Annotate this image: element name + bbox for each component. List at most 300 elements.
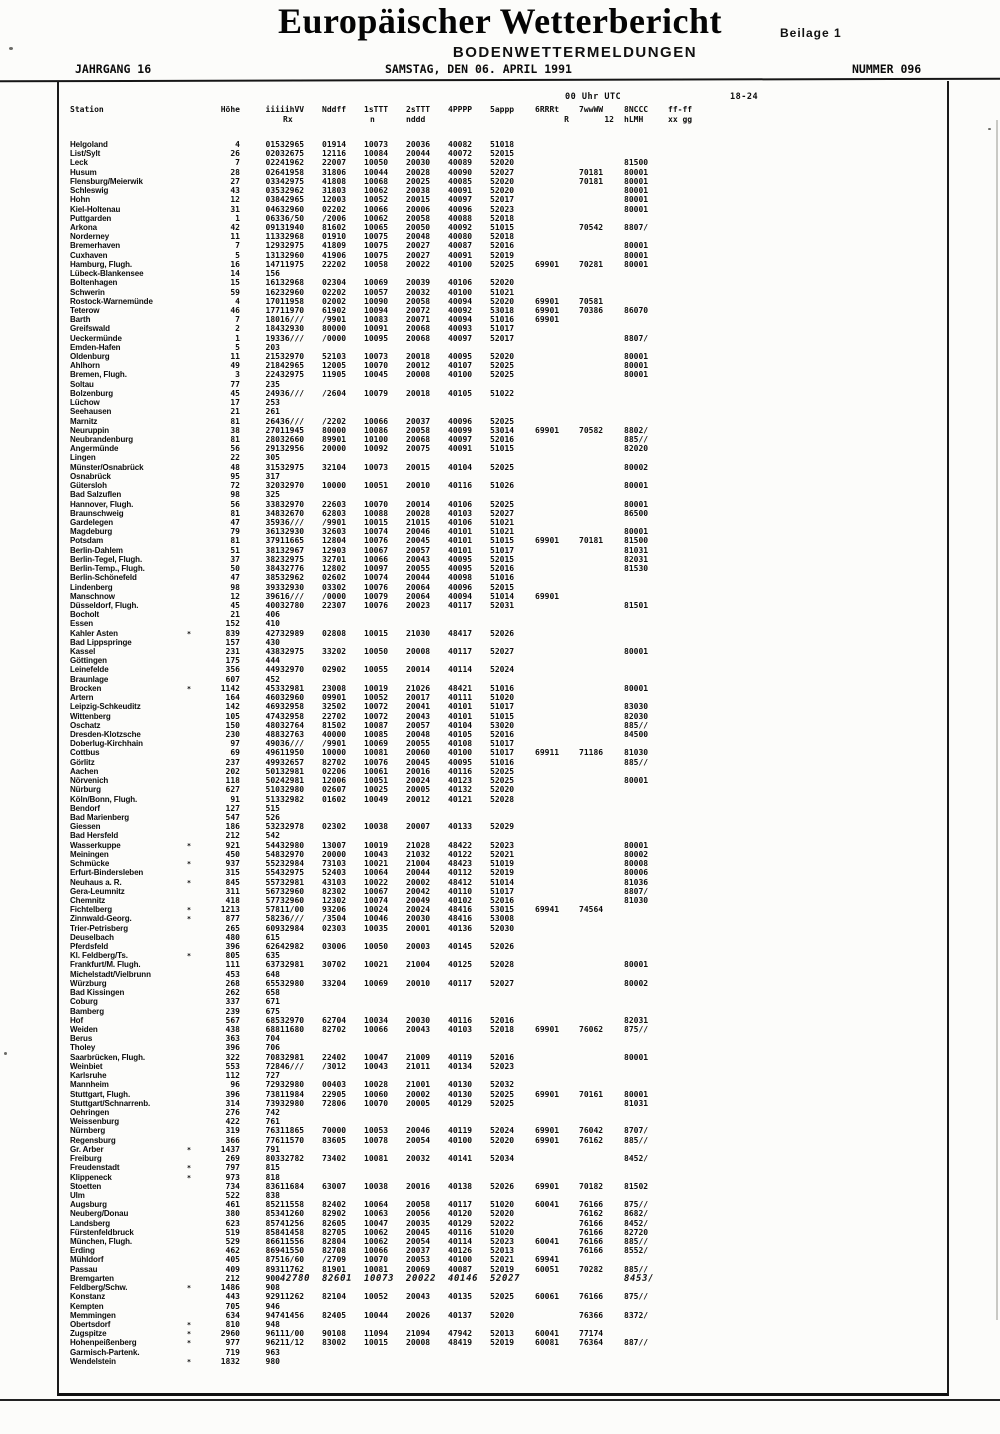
group-1sTTT: 10092 <box>364 444 389 454</box>
group-4PPPP: 40100 <box>448 370 473 380</box>
group-8NCCC: 885// <box>624 757 649 767</box>
mountain-station-marker: * <box>186 906 192 915</box>
station-number: 980 <box>265 1356 280 1366</box>
station-height: 268 <box>225 978 240 988</box>
station-height: 810 <box>225 1320 240 1329</box>
group-1sTTT: 10079 <box>364 591 389 601</box>
group-2sTTT: 20057 <box>406 545 431 555</box>
column-header-row-1 <box>70 105 830 115</box>
station-number: 129 <box>265 241 280 251</box>
group-2sTTT: 20037 <box>406 416 431 426</box>
station-rows <box>70 140 870 1366</box>
station-name: Gera-Leumnitz <box>70 886 125 896</box>
station-height: 79 <box>230 527 240 537</box>
table-row <box>70 1126 870 1135</box>
group-iihVV: 32975 <box>280 554 305 564</box>
station-number: 170 <box>265 296 280 306</box>
group-5appp: 52023 <box>490 1061 515 1071</box>
group-iihVV: 32984 <box>280 859 305 869</box>
group-1sTTT: 10025 <box>364 785 389 795</box>
group-1sTTT: 10062 <box>364 213 389 223</box>
table-row <box>70 822 870 831</box>
group-2sTTT: 21028 <box>406 840 431 850</box>
station-height: 11 <box>230 232 240 242</box>
group-4PPPP: 48412 <box>448 877 473 887</box>
station-name: Deuselbach <box>70 932 114 942</box>
table-row <box>70 813 870 822</box>
station-height: 46 <box>230 305 240 315</box>
station-name: Düsseldorf, Flugh. <box>70 600 139 610</box>
station-height: 37 <box>230 554 240 564</box>
station-number: 396 <box>265 591 280 601</box>
group-iihVV: 32982 <box>280 794 305 804</box>
station-name: Garmisch-Partenk. <box>70 1347 140 1357</box>
table-row <box>70 601 870 610</box>
station-height: 937 <box>225 859 240 869</box>
table-row <box>70 739 870 748</box>
group-8NCCC: 80001 <box>624 960 649 970</box>
group-iihVV: 41256 <box>280 1218 305 1228</box>
station-name: Berlin-Temp., Flugh. <box>70 564 145 574</box>
group-2sTTT: 20045 <box>406 536 431 546</box>
group-iihVV: 36/50 <box>280 213 305 223</box>
table-row <box>70 785 870 794</box>
group-6RRRt: 60061 <box>535 1292 560 1302</box>
group-iihVV: 32975 <box>280 241 305 251</box>
group-5appp: 51017 <box>490 702 515 712</box>
group-Nddff: /9901 <box>322 739 347 749</box>
group-8NCCC: 81036 <box>624 877 649 887</box>
station-name: List/Sylt <box>70 149 101 159</box>
group-1sTTT: 10064 <box>364 868 389 878</box>
group-4PPPP: 48419 <box>448 1338 473 1348</box>
station-height: 797 <box>225 1163 240 1173</box>
table-row <box>70 407 870 416</box>
mountain-station-marker: * <box>186 1164 192 1173</box>
station-name: Freiburg <box>70 1154 102 1164</box>
station-number: 526 <box>265 812 280 822</box>
station-name: Tholey <box>70 1043 96 1053</box>
station-name: Fichtelberg <box>70 905 113 915</box>
scan-page-edge <box>996 120 998 1320</box>
group-1sTTT: 10073 <box>364 462 389 472</box>
group-2sTTT: 20028 <box>406 508 431 518</box>
volume-label: JAHRGANG 16 <box>75 62 152 76</box>
group-Nddff: 00403 <box>322 1080 347 1090</box>
station-number: 552 <box>265 859 280 869</box>
table-row <box>70 1348 870 1357</box>
station-number: 218 <box>265 361 280 371</box>
station-name: Bad Kissingen <box>70 988 125 998</box>
group-7wwWW: 70181 <box>579 176 604 186</box>
table-row <box>70 472 870 481</box>
group-4PPPP: 40117 <box>448 978 473 988</box>
group-2sTTT: 20017 <box>406 693 431 703</box>
group-Nddff: 80000 <box>322 425 347 435</box>
group-iihVV: 32962 <box>280 573 305 583</box>
group-Nddff: 81602 <box>322 222 347 232</box>
group-4PPPP: 40117 <box>448 1200 473 1210</box>
station-height: 719 <box>225 1347 240 1357</box>
station-height: 81 <box>230 416 240 426</box>
station-name: München, Flugh. <box>70 1237 133 1247</box>
group-5appp: 52016 <box>490 435 515 444</box>
group-6RRRt: 69901 <box>535 296 560 306</box>
station-number: 515 <box>265 803 280 813</box>
station-number: 727 <box>265 1071 280 1081</box>
group-2sTTT: 20030 <box>406 914 431 924</box>
group-1sTTT: 10067 <box>364 886 389 896</box>
station-number: 381 <box>265 545 280 555</box>
station-height: 164 <box>225 693 240 703</box>
group-4PPPP: 40096 <box>448 582 473 592</box>
group-2sTTT: 20046 <box>406 1126 431 1136</box>
station-name: Bendorf <box>70 803 100 813</box>
group-Nddff: 82708 <box>322 1246 347 1256</box>
station-name: Klippeneck <box>70 1172 112 1182</box>
group-iihVV: 42982 <box>280 942 305 952</box>
station-number: 962 <box>265 1338 280 1348</box>
table-row <box>70 1154 870 1163</box>
station-number: 406 <box>265 610 280 620</box>
station-height: 627 <box>225 785 240 795</box>
station-height: 262 <box>225 988 240 998</box>
mountain-station-marker: * <box>186 915 192 924</box>
group-iihVV: 16/// <box>280 591 305 601</box>
station-number: 557 <box>265 877 280 887</box>
group-Nddff: 22905 <box>322 1089 347 1099</box>
group-4PPPP: 40106 <box>448 499 473 509</box>
group-5appp: 52029 <box>490 822 515 832</box>
station-name: Frankfurt/M. Flugh. <box>70 960 141 970</box>
group-1sTTT: 10072 <box>364 702 389 712</box>
group-8NCCC: 81031 <box>624 1098 649 1108</box>
table-row <box>70 730 870 739</box>
station-name: Bad Lippspringe <box>70 637 132 647</box>
station-name: Hamburg, Flugh. <box>70 259 133 269</box>
group-Nddff: 32603 <box>322 527 347 537</box>
group-1sTTT: 10024 <box>364 905 389 915</box>
group-8NCCC: 80008 <box>624 859 649 869</box>
station-height: 48 <box>230 462 240 472</box>
group-8NCCC: 80001 <box>624 352 649 362</box>
group-2sTTT: 20016 <box>406 766 431 776</box>
station-height: 845 <box>225 877 240 887</box>
group-iihVV: 32981 <box>280 683 305 693</box>
station-height: 239 <box>225 1006 240 1016</box>
table-row <box>70 1200 870 1209</box>
group-Nddff: 32502 <box>322 702 347 712</box>
mountain-station-marker: * <box>186 629 192 638</box>
group-iihVV: 32975 <box>280 868 305 878</box>
group-1sTTT: 10019 <box>364 683 389 693</box>
station-height: 11 <box>230 352 240 362</box>
station-name: Erding <box>70 1246 95 1256</box>
group-4PPPP: 40095 <box>448 554 473 564</box>
group-8NCCC: 80002 <box>624 849 649 859</box>
column-header-row-2 <box>70 115 830 125</box>
station-name: Konstanz <box>70 1292 106 1302</box>
group-1sTTT: 10081 <box>364 748 389 758</box>
group-8NCCC: 83030 <box>624 702 649 712</box>
group-1sTTT: 10028 <box>364 1080 389 1090</box>
station-height: 1213 <box>220 905 240 915</box>
table-row <box>70 444 870 453</box>
group-4PPPP: 40107 <box>448 361 473 371</box>
group-6RRRt: 69941 <box>535 1255 560 1265</box>
group-7wwWW: 70181 <box>579 167 604 177</box>
table-row <box>70 619 870 628</box>
group-5appp: 52015 <box>490 554 515 564</box>
group-Nddff: 93206 <box>322 905 347 915</box>
group-1sTTT: 10035 <box>364 923 389 933</box>
group-1sTTT: 10068 <box>364 176 389 186</box>
group-4PPPP: 40088 <box>448 213 473 223</box>
group-2sTTT: 21032 <box>406 849 431 859</box>
station-name: Kl. Feldberg/Ts. <box>70 951 128 961</box>
group-iihVV: 32776 <box>280 564 305 574</box>
group-4PPPP: 40129 <box>448 1098 473 1108</box>
group-5appp: 51015 <box>490 711 515 721</box>
group-5appp: 52028 <box>490 794 515 804</box>
group-Nddff: 82302 <box>322 886 347 896</box>
group-8NCCC: 81500 <box>624 158 649 168</box>
station-name: Brocken <box>70 683 102 693</box>
group-iihVV: 36/// <box>280 416 305 426</box>
station-name: Oldenburg <box>70 352 110 362</box>
table-row <box>70 546 870 555</box>
group-2sTTT: 20012 <box>406 794 431 804</box>
station-number: 818 <box>265 1172 280 1182</box>
station-number: 685 <box>265 1015 280 1025</box>
group-Nddff: 01914 <box>322 140 347 149</box>
group-8NCCC: 84500 <box>624 730 649 739</box>
group-iihVV: 11970 <box>280 305 305 315</box>
group-Nddff: 01602 <box>322 794 347 804</box>
group-7wwWW: 76166 <box>579 1227 604 1237</box>
group-4PPPP: 40114 <box>448 665 473 675</box>
group-1sTTT: 10076 <box>364 582 389 592</box>
station-height: 450 <box>225 849 240 859</box>
group-Nddff: 82804 <box>322 1237 347 1247</box>
group-2sTTT: 20012 <box>406 361 431 371</box>
group-4PPPP: 40105 <box>448 730 473 739</box>
group-8NCCC: 82720 <box>624 1227 649 1237</box>
group-iihVV: 32975 <box>280 370 305 380</box>
table-row <box>70 748 870 757</box>
group-iihVV: 16/60 <box>280 1255 305 1265</box>
issue-number-label: NUMMER 096 <box>852 62 922 76</box>
station-height: 314 <box>225 1098 240 1108</box>
station-name: Teterow <box>70 305 100 315</box>
station-name: Zugspitze <box>70 1329 107 1339</box>
group-1sTTT: 10060 <box>364 1089 389 1099</box>
station-number: 469 <box>265 702 280 712</box>
station-number: 729 <box>265 1080 280 1090</box>
group-5appp: 52015 <box>490 149 515 159</box>
group-iihVV: 11262 <box>280 1292 305 1302</box>
group-2sTTT: 20018 <box>406 388 431 398</box>
group-iihVV: 32970 <box>280 499 305 509</box>
table-row <box>70 629 870 638</box>
group-7wwWW: 76166 <box>579 1292 604 1302</box>
group-5appp: 53008 <box>490 914 515 924</box>
station-height: 21 <box>230 610 240 620</box>
table-row <box>70 1292 870 1301</box>
station-number: 224 <box>265 370 280 380</box>
station-name: Leinefelde <box>70 665 109 675</box>
station-height: 14 <box>230 269 240 279</box>
group-4PPPP: 40104 <box>448 720 473 730</box>
group-8NCCC: 80001 <box>624 499 649 509</box>
table-row <box>70 463 870 472</box>
group-1sTTT: 10073 <box>363 1273 395 1284</box>
station-height: 212 <box>225 831 240 841</box>
group-Nddff: 09901 <box>322 693 347 703</box>
group-7wwWW: 74564 <box>579 905 604 915</box>
group-8NCCC: 81502 <box>624 1181 649 1191</box>
table-row <box>70 324 870 333</box>
station-name: Rostock-Warnemünde <box>70 296 153 306</box>
group-2sTTT: 20069 <box>406 1264 431 1274</box>
station-number: 235 <box>265 379 280 389</box>
station-name: Fürstenfeldbruck <box>70 1227 134 1237</box>
group-8NCCC: 80001 <box>624 840 649 850</box>
group-8NCCC: 80001 <box>624 250 649 260</box>
group-5appp: 52026 <box>490 1181 515 1191</box>
mountain-station-marker: * <box>186 841 192 850</box>
table-row <box>70 315 870 324</box>
group-8NCCC: 80001 <box>624 195 649 205</box>
group-7wwWW: 70581 <box>579 296 604 306</box>
table-row <box>70 370 870 379</box>
group-7wwWW: 76062 <box>579 1025 604 1034</box>
group-1sTTT: 10067 <box>364 545 389 555</box>
table-row <box>70 149 870 158</box>
table-row <box>70 1274 870 1283</box>
table-row <box>70 896 870 905</box>
group-iihVV: 32975 <box>280 462 305 472</box>
station-height: 12 <box>230 591 240 601</box>
station-number: 963 <box>265 1347 280 1357</box>
station-number: 382 <box>265 554 280 564</box>
station-number: 203 <box>265 342 280 352</box>
group-8NCCC: 8807/ <box>624 886 649 896</box>
station-name: Ueckermünde <box>70 333 122 343</box>
group-1sTTT: 10069 <box>364 739 389 749</box>
group-1sTTT: 10070 <box>364 361 389 371</box>
station-number: 728 <box>265 1061 280 1071</box>
group-4PPPP: 40087 <box>448 241 473 251</box>
station-number: 320 <box>265 481 280 491</box>
group-1sTTT: 10015 <box>364 628 389 638</box>
group-6RRRt: 60041 <box>535 1329 560 1339</box>
station-name: Leck <box>70 158 88 168</box>
table-row <box>70 979 870 988</box>
table-row <box>70 933 870 942</box>
table-row <box>70 1099 870 1108</box>
group-2sTTT: 21004 <box>406 859 431 869</box>
station-height: 405 <box>225 1255 240 1265</box>
group-iihVV: 32960 <box>280 895 305 905</box>
group-8NCCC: 8807/ <box>624 333 649 343</box>
group-2sTTT: 20030 <box>406 158 431 168</box>
table-row <box>70 656 870 665</box>
station-height: 105 <box>225 711 240 721</box>
group-5appp: 51015 <box>490 444 515 454</box>
station-height: 118 <box>225 776 240 786</box>
group-Nddff: 70000 <box>322 1126 347 1136</box>
station-name: Bad Hersfeld <box>70 831 119 841</box>
table-row <box>70 426 870 435</box>
group-2sTTT: 20024 <box>406 905 431 915</box>
station-name: Landsberg <box>70 1218 110 1228</box>
group-1sTTT: 10087 <box>364 720 389 730</box>
group-iihVV: 41958 <box>280 167 305 177</box>
group-2sTTT: 20058 <box>406 1200 431 1210</box>
group-2sTTT: 20043 <box>406 554 431 564</box>
group-5appp: 52025 <box>490 1292 515 1302</box>
group-4PPPP: 40087 <box>448 1264 473 1274</box>
group-5appp: 52032 <box>490 1080 515 1090</box>
station-name: Berlin-Dahlem <box>70 545 123 555</box>
group-Nddff: 41808 <box>322 176 347 186</box>
group-4PPPP: 40101 <box>448 545 473 555</box>
station-name: Augsburg <box>70 1200 107 1210</box>
group-1sTTT: 10063 <box>364 1209 389 1219</box>
station-number: 291 <box>265 444 280 454</box>
table-row <box>70 1108 870 1117</box>
station-number: 474 <box>265 711 280 721</box>
station-height: 973 <box>225 1172 240 1182</box>
group-iihVV: 32965 <box>280 140 305 149</box>
table-row <box>70 1034 870 1043</box>
mountain-station-marker: * <box>186 684 192 693</box>
column-subheader: nddd <box>406 115 426 124</box>
group-8NCCC: 82031 <box>624 1015 649 1025</box>
group-2sTTT: 20043 <box>406 711 431 721</box>
station-number: 635 <box>265 951 280 961</box>
group-Nddff: /2202 <box>322 416 347 426</box>
group-2sTTT: 20072 <box>406 305 431 315</box>
station-number: 033 <box>265 176 280 186</box>
group-Nddff: 22603 <box>322 499 347 509</box>
station-height: 28 <box>230 167 240 177</box>
station-name: Hof <box>70 1015 84 1025</box>
station-height: 81 <box>230 435 240 444</box>
station-height: 311 <box>225 886 240 896</box>
group-1sTTT: 10076 <box>364 536 389 546</box>
table-row <box>70 951 870 960</box>
group-2sTTT: 20030 <box>406 1015 431 1025</box>
station-number: 544 <box>265 840 280 850</box>
table-row <box>70 140 870 149</box>
group-1sTTT: 10052 <box>364 195 389 205</box>
group-5appp: 51014 <box>490 877 515 887</box>
table-row <box>70 776 870 785</box>
group-7wwWW: 76162 <box>579 1135 604 1145</box>
table-row <box>70 960 870 969</box>
group-2sTTT: 20058 <box>406 213 431 223</box>
column-header: 2sTTT <box>406 105 431 114</box>
group-6RRRt: 69901 <box>535 1089 560 1099</box>
group-4PPPP: 40099 <box>448 425 473 435</box>
station-name: Norderney <box>70 232 110 242</box>
station-number: 869 <box>265 1246 280 1256</box>
table-row <box>70 988 870 997</box>
group-Nddff: 12006 <box>322 776 347 786</box>
group-iihVV: 32970 <box>280 481 305 491</box>
